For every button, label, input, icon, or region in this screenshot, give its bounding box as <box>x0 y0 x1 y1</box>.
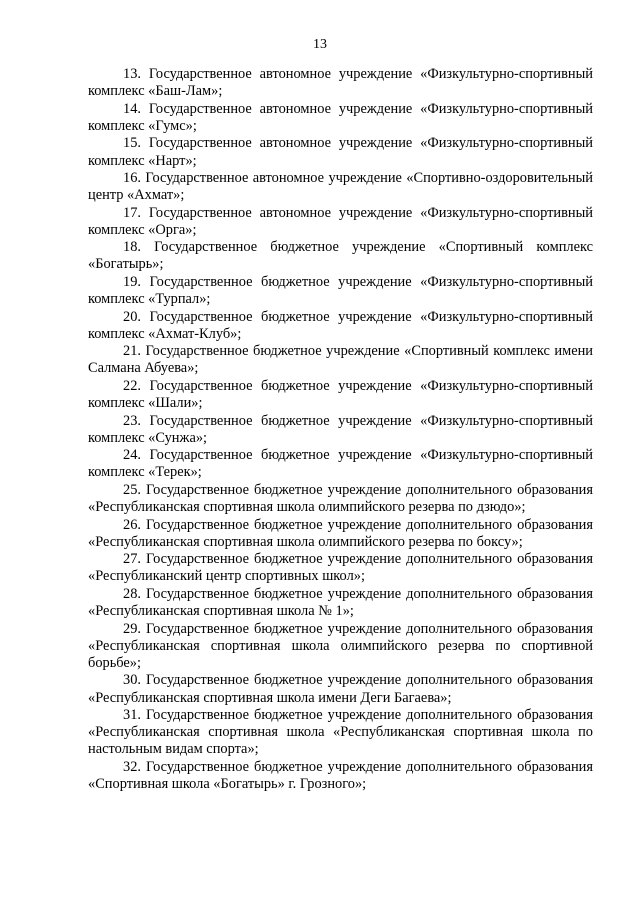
list-item: 31. Государственное бюджетное учреждение дополнительного образования «Республиканская спортивная школа «Республиканская спортивная школа по настольным видам спорта»; <box>88 707 593 758</box>
list-item: 24. Государственное бюджетное учреждение «Физкультурно-спортивный комплекс «Терек»; <box>88 447 593 481</box>
list-item: 32. Государственное бюджетное учреждение дополнительного образования «Спортивная школа «Богатырь» г. Грозного»; <box>88 758 593 793</box>
list-item: 18. Государственное бюджетное учреждение «Спортивный комплекс «Богатырь»; <box>88 239 593 273</box>
list-item: 14. Государственное автономное учреждение «Физкультурно-спортивный комплекс «Гумс»; <box>88 100 593 134</box>
list-item: 30. Государственное бюджетное учреждение дополнительного образования «Республиканская спортивная школа имени Деги Багаева»; <box>88 672 593 706</box>
list-item: 26. Государственное бюджетное учреждение дополнительного образования «Республиканская спортивная школа олимпийского резерва по боксу»; <box>88 516 593 550</box>
list-item: 16. Государственное автономное учреждение «Спортивно-оздоровительный центр «Ахмат»; <box>88 169 593 204</box>
list-item: 22. Государственное бюджетное учреждение «Физкультурно-спортивный комплекс «Шали»; <box>88 377 593 412</box>
list-item: 17. Государственное автономное учреждение «Физкультурно-спортивный комплекс «Орга»; <box>88 204 593 238</box>
list-item: 25. Государственное бюджетное учреждение дополнительного образования «Республиканская спортивная школа олимпийского резерва по дзюдо»; <box>88 481 593 516</box>
list-item: 29. Государственное бюджетное учреждение дополнительного образования «Республиканская спортивная школа олимпийского резерва по спортивной борьбе»; <box>88 620 593 671</box>
list-item: 21. Государственное бюджетное учреждение «Спортивный комплекс имени Салмана Абуева»; <box>88 343 593 377</box>
list-item: 19. Государственное бюджетное учреждение «Физкультурно-спортивный комплекс «Турпал»; <box>88 273 593 308</box>
list-item: 13. Государственное автономное учреждение «Физкультурно-спортивный комплекс «Баш-Лам»; <box>88 66 593 100</box>
list-item: 23. Государственное бюджетное учреждение «Физкультурно-спортивный комплекс «Сунжа»; <box>88 412 593 446</box>
list-item: 20. Государственное бюджетное учреждение «Физкультурно-спортивный комплекс «Ахмат-Клуб»; <box>88 308 593 342</box>
list-item: 28. Государственное бюджетное учреждение дополнительного образования «Республиканская спортивная школа № 1»; <box>88 585 593 620</box>
institution-list <box>88 66 593 794</box>
page-number: 13 <box>313 37 327 52</box>
list-item: 15. Государственное автономное учреждение «Физкультурно-спортивный комплекс «Нарт»; <box>88 135 593 169</box>
list-item: 27. Государственное бюджетное учреждение дополнительного образования «Республиканский центр спортивных школ»; <box>88 551 593 585</box>
